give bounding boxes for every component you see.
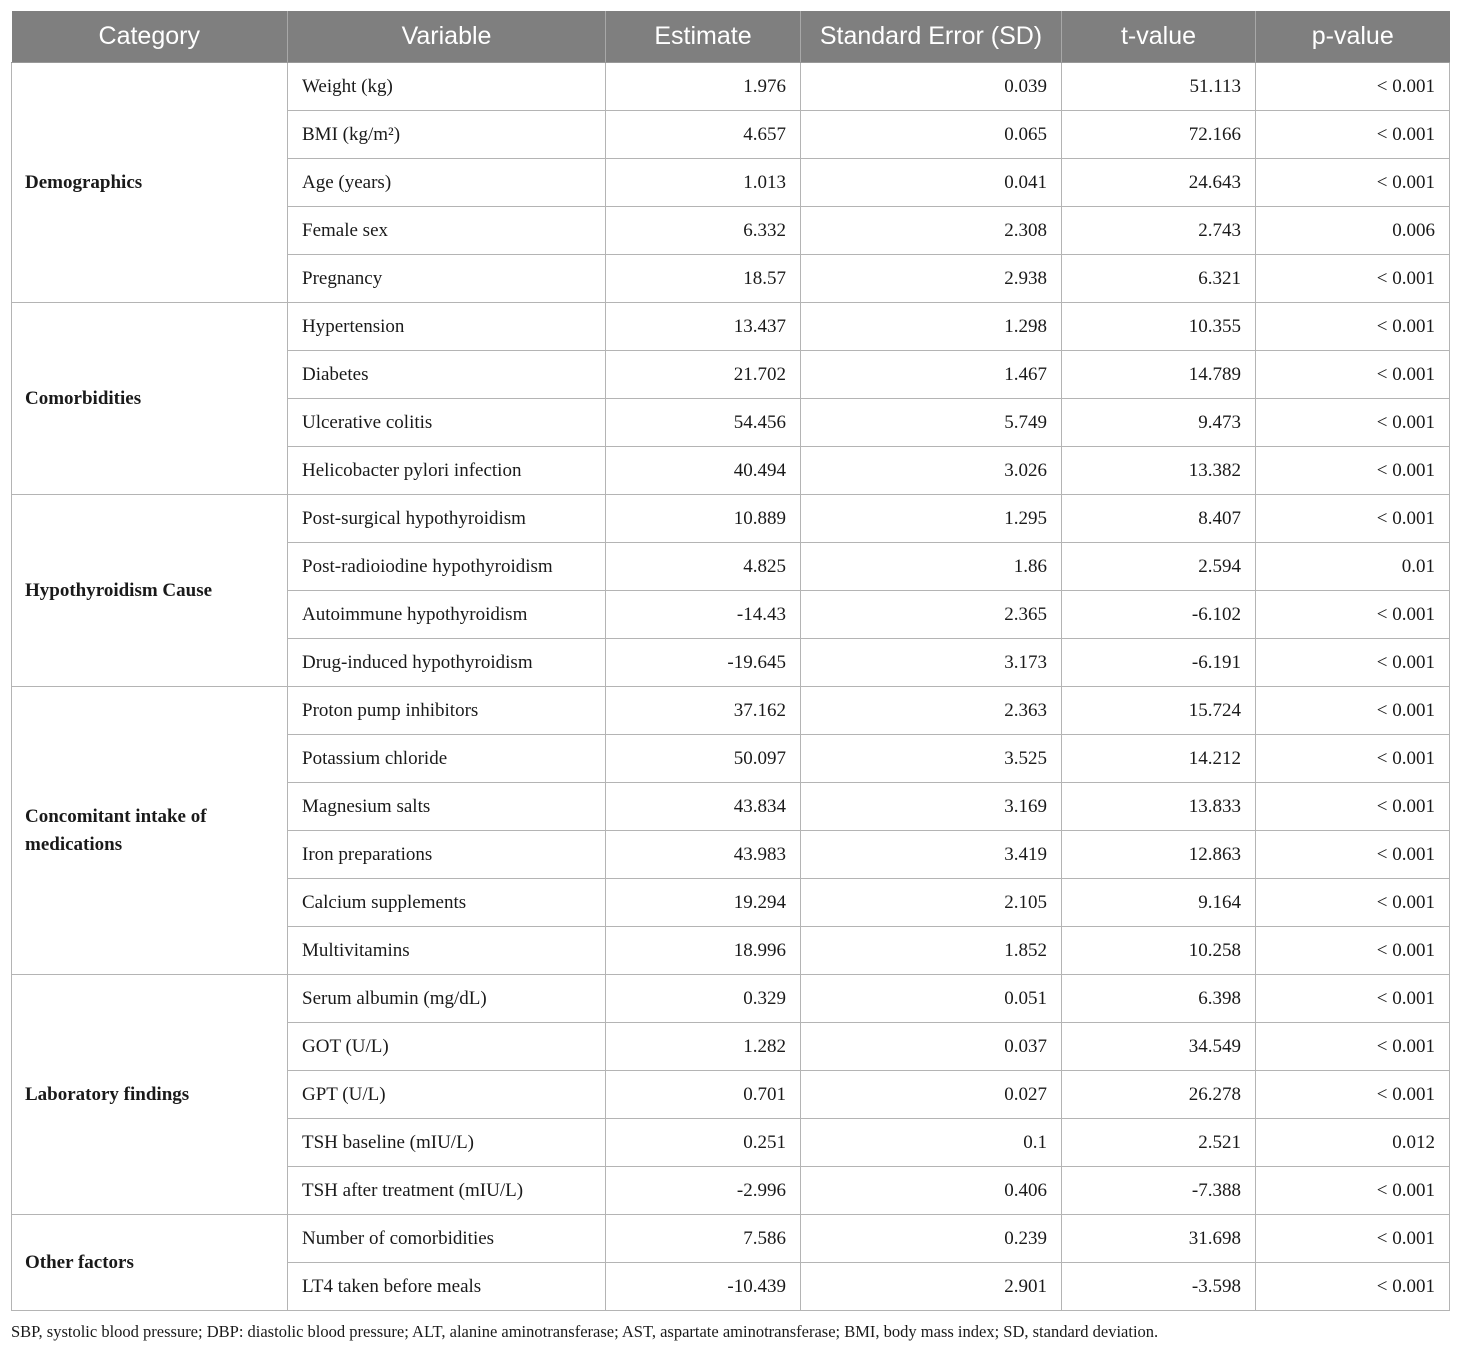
p-value-cell: < 0.001 [1256, 351, 1450, 399]
p-value-cell: 0.01 [1256, 543, 1450, 591]
estimate-cell: 37.162 [606, 687, 801, 735]
variable-cell: Post-surgical hypothyroidism [288, 495, 606, 543]
t-value-cell: 51.113 [1062, 63, 1256, 111]
standard-error-cell: 0.051 [801, 975, 1062, 1023]
variable-cell: Diabetes [288, 351, 606, 399]
t-value-cell: 8.407 [1062, 495, 1256, 543]
p-value-cell: < 0.001 [1256, 111, 1450, 159]
t-value-cell: 34.549 [1062, 1023, 1256, 1071]
header-p-value: p-value [1256, 11, 1450, 63]
t-value-cell: 9.473 [1062, 399, 1256, 447]
table-footnote: SBP, systolic blood pressure; DBP: diastolic blood pressure; ALT, alanine aminotransferase; AST, aspartate aminotransferase; BMI, body mass index; SD, standard deviation. [11, 1322, 1159, 1341]
table-row [12, 303, 1450, 351]
t-value-cell: 2.743 [1062, 207, 1256, 255]
variable-cell: Iron preparations [288, 831, 606, 879]
estimate-cell: 19.294 [606, 879, 801, 927]
standard-error-cell: 3.169 [801, 783, 1062, 831]
p-value-cell: 0.012 [1256, 1119, 1450, 1167]
p-value-cell: < 0.001 [1256, 783, 1450, 831]
standard-error-cell: 0.037 [801, 1023, 1062, 1071]
variable-cell: Hypertension [288, 303, 606, 351]
table-row [12, 495, 1450, 543]
estimate-cell: 21.702 [606, 351, 801, 399]
header-variable: Variable [288, 11, 606, 63]
estimate-cell: 43.983 [606, 831, 801, 879]
estimate-cell: 0.329 [606, 975, 801, 1023]
p-value-cell: < 0.001 [1256, 975, 1450, 1023]
standard-error-cell: 0.027 [801, 1071, 1062, 1119]
category-cell: Demographics [12, 63, 288, 303]
estimate-cell: -2.996 [606, 1167, 801, 1215]
p-value-cell: < 0.001 [1256, 639, 1450, 687]
t-value-cell: 2.521 [1062, 1119, 1256, 1167]
variable-cell: TSH baseline (mIU/L) [288, 1119, 606, 1167]
estimate-cell: 4.657 [606, 111, 801, 159]
category-cell: Hypothyroidism Cause [12, 495, 288, 687]
regression-table [11, 11, 1450, 1311]
variable-cell: Female sex [288, 207, 606, 255]
t-value-cell: 26.278 [1062, 1071, 1256, 1119]
category-cell: Concomitant intake of medications [12, 687, 288, 975]
estimate-cell: -10.439 [606, 1263, 801, 1311]
standard-error-cell: 3.419 [801, 831, 1062, 879]
p-value-cell: < 0.001 [1256, 1215, 1450, 1263]
standard-error-cell: 0.1 [801, 1119, 1062, 1167]
p-value-cell: < 0.001 [1256, 303, 1450, 351]
standard-error-cell: 3.525 [801, 735, 1062, 783]
t-value-cell: 14.789 [1062, 351, 1256, 399]
p-value-cell: < 0.001 [1256, 159, 1450, 207]
variable-cell: Magnesium salts [288, 783, 606, 831]
estimate-cell: -14.43 [606, 591, 801, 639]
t-value-cell: 24.643 [1062, 159, 1256, 207]
p-value-cell: < 0.001 [1256, 1071, 1450, 1119]
t-value-cell: 14.212 [1062, 735, 1256, 783]
p-value-cell: < 0.001 [1256, 879, 1450, 927]
variable-cell: Multivitamins [288, 927, 606, 975]
variable-cell: Number of comorbidities [288, 1215, 606, 1263]
variable-cell: Serum albumin (mg/dL) [288, 975, 606, 1023]
t-value-cell: -6.191 [1062, 639, 1256, 687]
estimate-cell: 18.996 [606, 927, 801, 975]
variable-cell: TSH after treatment (mIU/L) [288, 1167, 606, 1215]
estimate-cell: 10.889 [606, 495, 801, 543]
estimate-cell: 0.251 [606, 1119, 801, 1167]
p-value-cell: < 0.001 [1256, 495, 1450, 543]
t-value-cell: 12.863 [1062, 831, 1256, 879]
header-t-value: t-value [1062, 11, 1256, 63]
table-body [12, 63, 1450, 1311]
standard-error-cell: 3.026 [801, 447, 1062, 495]
p-value-cell: < 0.001 [1256, 1167, 1450, 1215]
standard-error-cell: 2.365 [801, 591, 1062, 639]
standard-error-cell: 2.308 [801, 207, 1062, 255]
t-value-cell: -3.598 [1062, 1263, 1256, 1311]
category-cell: Laboratory findings [12, 975, 288, 1215]
p-value-cell: < 0.001 [1256, 1263, 1450, 1311]
t-value-cell: 10.258 [1062, 927, 1256, 975]
variable-cell: Age (years) [288, 159, 606, 207]
t-value-cell: -6.102 [1062, 591, 1256, 639]
standard-error-cell: 2.105 [801, 879, 1062, 927]
t-value-cell: -7.388 [1062, 1167, 1256, 1215]
estimate-cell: 0.701 [606, 1071, 801, 1119]
p-value-cell: < 0.001 [1256, 831, 1450, 879]
standard-error-cell: 1.298 [801, 303, 1062, 351]
header-category: Category [12, 11, 288, 63]
category-cell: Other factors [12, 1215, 288, 1311]
header-standard-error: Standard Error (SD) [801, 11, 1062, 63]
estimate-cell: 7.586 [606, 1215, 801, 1263]
t-value-cell: 6.398 [1062, 975, 1256, 1023]
standard-error-cell: 1.295 [801, 495, 1062, 543]
variable-cell: Ulcerative colitis [288, 399, 606, 447]
t-value-cell: 13.833 [1062, 783, 1256, 831]
standard-error-cell: 2.938 [801, 255, 1062, 303]
table-row [12, 63, 1450, 111]
standard-error-cell: 3.173 [801, 639, 1062, 687]
variable-cell: BMI (kg/m²) [288, 111, 606, 159]
standard-error-cell: 5.749 [801, 399, 1062, 447]
header-estimate: Estimate [606, 11, 801, 63]
variable-cell: Pregnancy [288, 255, 606, 303]
standard-error-cell: 0.041 [801, 159, 1062, 207]
estimate-cell: 1.013 [606, 159, 801, 207]
table-row [12, 687, 1450, 735]
variable-cell: Post-radioiodine hypothyroidism [288, 543, 606, 591]
variable-cell: Weight (kg) [288, 63, 606, 111]
p-value-cell: < 0.001 [1256, 687, 1450, 735]
standard-error-cell: 0.239 [801, 1215, 1062, 1263]
estimate-cell: -19.645 [606, 639, 801, 687]
estimate-cell: 54.456 [606, 399, 801, 447]
p-value-cell: < 0.001 [1256, 447, 1450, 495]
variable-cell: Autoimmune hypothyroidism [288, 591, 606, 639]
estimate-cell: 4.825 [606, 543, 801, 591]
variable-cell: Helicobacter pylori infection [288, 447, 606, 495]
t-value-cell: 13.382 [1062, 447, 1256, 495]
estimate-cell: 40.494 [606, 447, 801, 495]
variable-cell: GOT (U/L) [288, 1023, 606, 1071]
estimate-cell: 1.282 [606, 1023, 801, 1071]
variable-cell: Proton pump inhibitors [288, 687, 606, 735]
header-row [12, 11, 1450, 63]
p-value-cell: < 0.001 [1256, 927, 1450, 975]
table-row [12, 975, 1450, 1023]
estimate-cell: 13.437 [606, 303, 801, 351]
t-value-cell: 15.724 [1062, 687, 1256, 735]
standard-error-cell: 1.852 [801, 927, 1062, 975]
standard-error-cell: 1.467 [801, 351, 1062, 399]
t-value-cell: 6.321 [1062, 255, 1256, 303]
standard-error-cell: 1.86 [801, 543, 1062, 591]
p-value-cell: < 0.001 [1256, 255, 1450, 303]
t-value-cell: 10.355 [1062, 303, 1256, 351]
t-value-cell: 2.594 [1062, 543, 1256, 591]
p-value-cell: < 0.001 [1256, 399, 1450, 447]
standard-error-cell: 0.039 [801, 63, 1062, 111]
category-cell: Comorbidities [12, 303, 288, 495]
p-value-cell: < 0.001 [1256, 1023, 1450, 1071]
regression-table-container [11, 11, 1449, 1311]
table-header [12, 11, 1450, 63]
variable-cell: Calcium supplements [288, 879, 606, 927]
t-value-cell: 72.166 [1062, 111, 1256, 159]
p-value-cell: 0.006 [1256, 207, 1450, 255]
estimate-cell: 1.976 [606, 63, 801, 111]
standard-error-cell: 2.363 [801, 687, 1062, 735]
t-value-cell: 31.698 [1062, 1215, 1256, 1263]
p-value-cell: < 0.001 [1256, 63, 1450, 111]
standard-error-cell: 2.901 [801, 1263, 1062, 1311]
standard-error-cell: 0.406 [801, 1167, 1062, 1215]
standard-error-cell: 0.065 [801, 111, 1062, 159]
variable-cell: Drug-induced hypothyroidism [288, 639, 606, 687]
variable-cell: Potassium chloride [288, 735, 606, 783]
estimate-cell: 6.332 [606, 207, 801, 255]
p-value-cell: < 0.001 [1256, 735, 1450, 783]
estimate-cell: 50.097 [606, 735, 801, 783]
estimate-cell: 18.57 [606, 255, 801, 303]
estimate-cell: 43.834 [606, 783, 801, 831]
table-row [12, 1215, 1450, 1263]
p-value-cell: < 0.001 [1256, 591, 1450, 639]
t-value-cell: 9.164 [1062, 879, 1256, 927]
variable-cell: GPT (U/L) [288, 1071, 606, 1119]
variable-cell: LT4 taken before meals [288, 1263, 606, 1311]
